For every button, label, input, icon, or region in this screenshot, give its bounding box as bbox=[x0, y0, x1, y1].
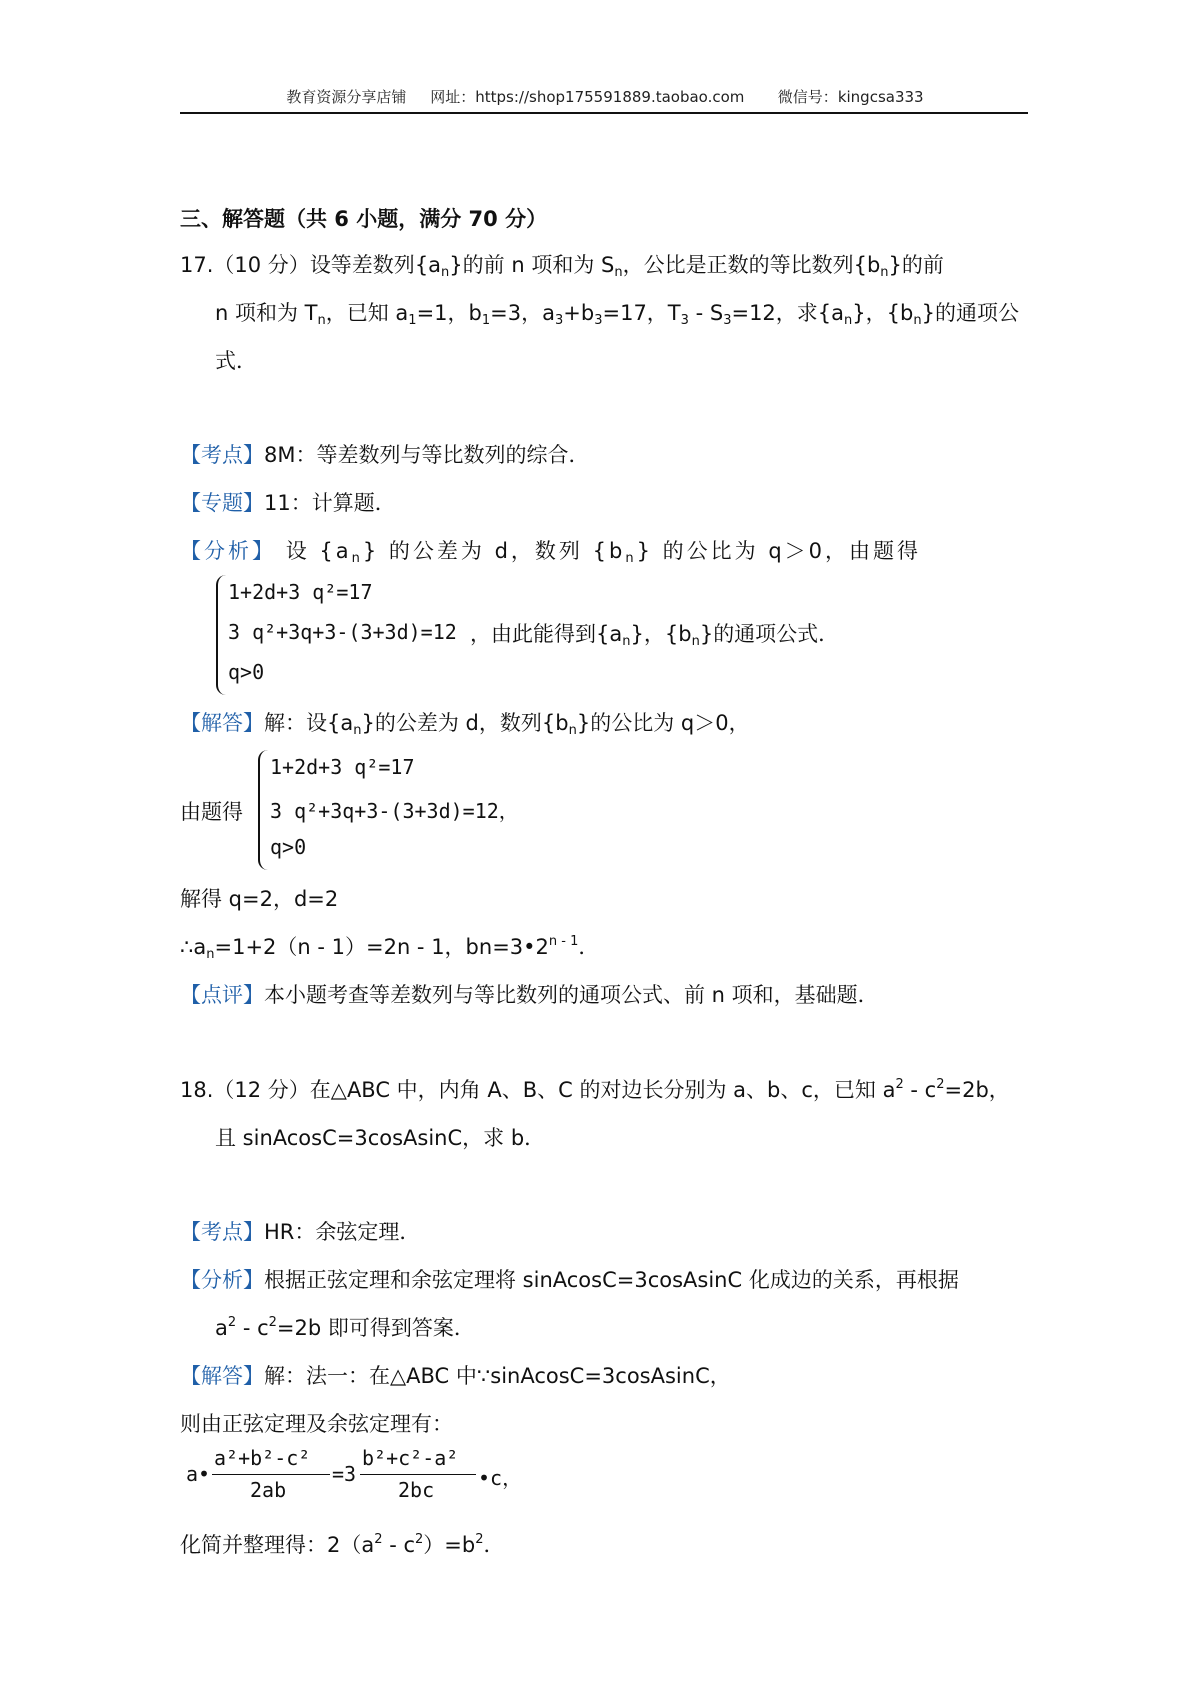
fenxi-tag: 【分析】 bbox=[180, 539, 276, 563]
jieda-tag: 【解答】 bbox=[180, 711, 264, 735]
q18-huajian: 化简并整理得：$2(a^2 - c^2)=b^2$． bbox=[180, 1532, 505, 1557]
q17-zhuanti: 【专题】11：计算题． bbox=[180, 491, 396, 515]
q18-zeyou: 则由正弦定理及余弦定理有： bbox=[180, 1412, 453, 1436]
frac1-numerator: a²+b²-c² bbox=[214, 1446, 311, 1470]
youtide-label: 由题得 bbox=[180, 800, 243, 824]
q17-kaodian: 【考点】8M：等差数列与等比数列的综合． bbox=[180, 443, 590, 467]
frac2-denominator: 2bc bbox=[398, 1478, 435, 1502]
q18-line2: 且 sinAcosC=3cosAsinC，求 b． bbox=[215, 1126, 546, 1150]
frac1-denominator: 2ab bbox=[250, 1478, 287, 1502]
dianping-tag: 【点评】 bbox=[180, 983, 264, 1007]
q18-fenxi: 【分析】根据正弦定理和余弦定理将 sinAcosC=3cosAsinC 化成边的关系，再根据 bbox=[180, 1268, 959, 1292]
q17-fenxi: 【分析】 设 $\{a_n\}$ 的公差为 d，数列 $\{b_n\}$ 的公比为 q＞0，由题得 bbox=[180, 539, 922, 566]
q18-fenxi-line2: $a^2 - c^2=2b$ 即可得到答案． bbox=[215, 1315, 475, 1340]
kaodian-tag: 【考点】 bbox=[180, 443, 264, 467]
header-shop: 教育资源分享店铺 bbox=[286, 88, 407, 106]
frac1-bar bbox=[212, 1474, 330, 1475]
q17-fenxi-after: ，由此能得到$\{a_n\}$，$\{b_n\}$的通项公式． bbox=[470, 622, 840, 649]
frac-mid: =3 bbox=[332, 1462, 357, 1486]
system-brace bbox=[216, 575, 228, 695]
q17-result: $\therefore a_n=1+2(n - 1)=2n - 1$，$bn=3•2^{n - 1}$． bbox=[180, 934, 600, 962]
q17-line1: 17.（10 分）设等差数列$\{a_n\}$的前 n 项和为 $S_n$，公比是正数的等比数列$\{b_n\}$的前 bbox=[180, 253, 944, 280]
kaodian-tag-2: 【考点】 bbox=[180, 1220, 264, 1244]
frac-prefix: a• bbox=[186, 1462, 211, 1486]
q17-line3: 式． bbox=[215, 349, 257, 373]
frac2-numerator: b²+c²-a² bbox=[362, 1446, 459, 1470]
q17-line2: n 项和为 $T_n$，已知 $a_1=1$，$b_1=3$，$a_3+b_3=17$，$T_3 - S_3=12$，求$\{a_n\}$，$\{b_n\}$的通项公 bbox=[215, 301, 1019, 328]
q17-jieda: 【解答】解：设$\{a_n\}$的公差为 d，数列$\{b_n\}$的公比为 q＞0， bbox=[180, 711, 750, 738]
system-brace-2 bbox=[258, 750, 270, 870]
fenxi-tag-2: 【分析】 bbox=[180, 1268, 264, 1292]
q18-line1: 18.（12 分）在△ABC 中，内角 A、B、C 的对边长分别为 a、b、c，已知 $a^2 - c^2=2b$， bbox=[180, 1077, 1010, 1102]
header-url-label: 网址： bbox=[430, 88, 476, 106]
q17-dianping: 【点评】本小题考查等差数列与等比数列的通项公式、前 n 项和，基础题． bbox=[180, 983, 879, 1007]
header-url[interactable]: https://shop175591889.taobao.com bbox=[475, 88, 745, 106]
header-rule bbox=[180, 112, 1028, 114]
header-wechat: kingcsa333 bbox=[837, 88, 924, 106]
q18-kaodian: 【考点】HR：余弦定理． bbox=[180, 1220, 421, 1244]
frac2-bar bbox=[360, 1474, 476, 1475]
page-header bbox=[180, 86, 1030, 107]
jieda-tag-2: 【解答】 bbox=[180, 1364, 264, 1388]
q17-jiede: 解得 q=2，d=2 bbox=[180, 887, 339, 911]
frac-suffix: •c， bbox=[478, 1466, 523, 1490]
section-title: 三、解答题（共 6 小题，满分 70 分） bbox=[180, 207, 548, 231]
document-page: 教育资源分享店铺 网址：https://shop175591889.taobao.com 微信号：kingcsa333 三、解答题（共 6 小题，满分 70 分） 17.（10 分）设等差数列$\{a_n\}$的前 n 项和为 $S_n$，公比是正数的等比数列$\{b_n\}$的前 n 项和为 $T_n$，已知 $a_1=1$，$b_1=3$，$a_3+b_3=17$，$T_3 - S_3=12$，求$\{a_n\}$，$\{b_n\}$的通项公 式． 【考点】8M：等差数列与等比数列的综合． 【专题】11：计算题． 【分析】 设 $\{a_n\}$ 的公差为 d，数列 $\{b_n\}$ 的公比为 q＞0，由题得 1+2d+3 q²=17 3 q²+3q+3-(3+3d)=12 q>0 ，由此能得到$\{a_n\}$，$\{b_n\}$的通项公式． 【解答】解：设$\{a_n\}$的公差为 d，数列$\{b_n\}$的公比为 q＞0， 由题得 1+2d+3 q²=17 3 q²+3q+3-(3+3d)=12， q>0 解得 q=2，d=2 $\therefore a_n=1+2(n - 1)=2n - 1$，$bn=3•2^{n - 1}$． 【点评】本小题考查等差数列与等比数列的通项公式、前 n 项和，基础题． 18.（12 分）在△ABC 中，内角 A、B、C 的对边长分别为 a、b、c，已知 $a^2 - c^2=2b$， 且 sinAcosC=3cosAsinC，求 b． 【考点】HR：余弦定理． 【分析】根据正弦定理和余弦定理将 sinAcosC=3cosAsinC 化成边的关系，再根据 $a^2 - c^2=2b$ 即可得到答案． 【解答】解：法一：在△ABC 中∵sinAcosC=3cosAsinC， 则由正弦定理及余弦定理有： a• a²+b²-c² 2ab =3 b²+c²-a² 2bc •c， 化简并整理得：$2(a^2 - c^2)=b^2$． bbox=[0, 0, 1200, 1698]
q18-jieda: 【解答】解：法一：在△ABC 中∵sinAcosC=3cosAsinC， bbox=[180, 1364, 731, 1388]
header-wechat-label: 微信号： bbox=[777, 88, 838, 106]
zhuanti-tag: 【专题】 bbox=[180, 491, 264, 515]
